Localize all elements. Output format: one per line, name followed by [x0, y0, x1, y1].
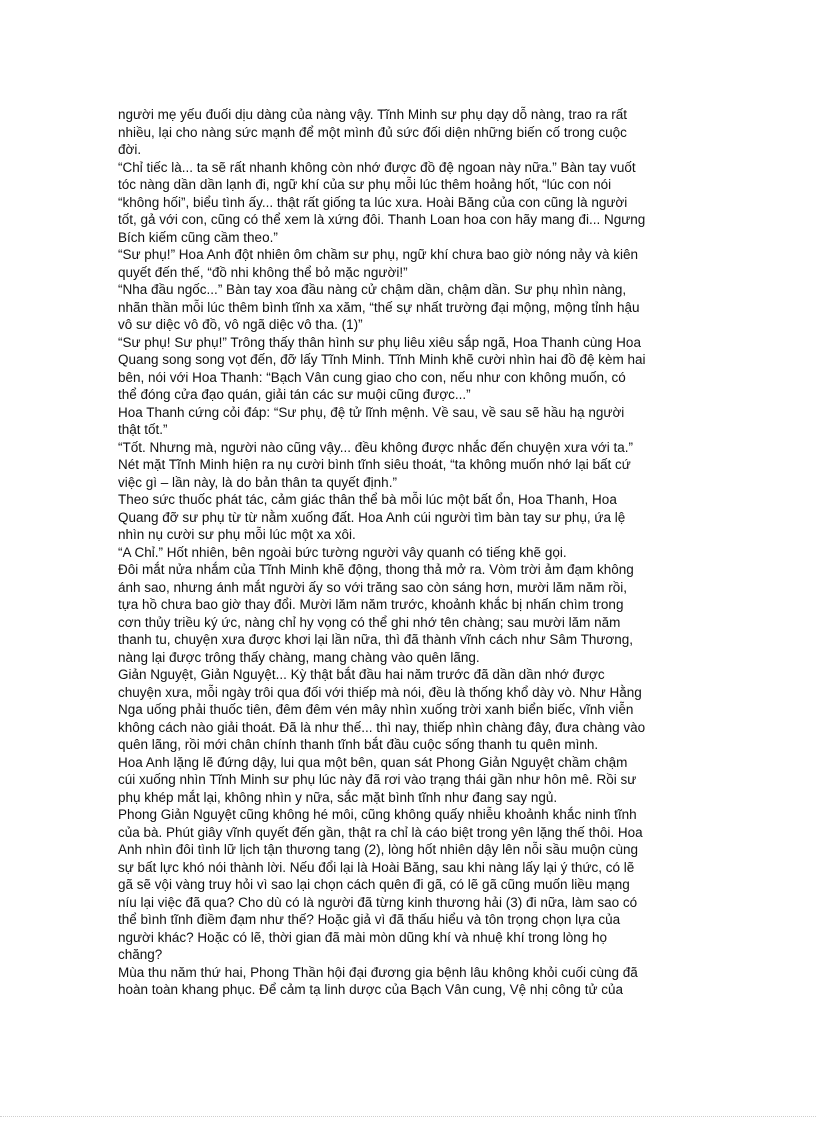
text-line: thể đóng cửa đạo quán, giải tán các sư muội cũng được...”	[118, 387, 471, 402]
text-line: Bích kiếm cũng cầm theo.”	[118, 229, 278, 245]
text-line: Mùa thu năm thứ hai, Phong Thần hội đại đương gia bệnh lâu không khỏi cuối cùng đã	[118, 964, 638, 980]
text-line: Đôi mắt nửa nhắm của Tĩnh Minh khẽ động, thong thả mở ra. Vòm trời ảm đạm không	[118, 562, 634, 577]
text-line: thanh tu, chuyện xưa được khơi lại lần nữa, thì đã thành vĩnh cách như Sâm Thương,	[118, 632, 634, 647]
text-line: Quang đỡ sư phụ từ từ nằm xuống đất. Hoa Anh cúi người tìm bàn tay sư phụ, ứa lệ	[118, 509, 626, 525]
text-line: cúi xuống nhìn Tĩnh Minh sư phụ lúc này đã rơi vào trạng thái gần như hôn mê. Rồi sư	[118, 772, 637, 787]
text-line: tựa hồ chưa bao giờ thay đổi. Mười lăm năm trước, khoảnh khắc bị nhấn chìm trong	[118, 597, 624, 612]
text-line: níu lại việc đã qua? Cho dù có là người đã từng kinh thương hải (3) đi nữa, làm sao có	[118, 894, 638, 910]
page-bottom-divider	[0, 1116, 816, 1117]
text-line: Hoa Anh lặng lẽ đứng dậy, lui qua một bên, quan sát Phong Giản Nguyệt chầm chậm	[118, 754, 628, 770]
text-line: chuyện xưa, mỗi ngày trôi qua đối với thiếp mà nói, đều là thống khổ dày vò. Như Hằng	[118, 684, 642, 700]
text-line: Nga uống phải thuốc tiên, đêm đêm vén mây nhìn xuống trời xanh biển biếc, vĩnh viễn	[118, 702, 634, 717]
text-line: “Sư phụ! Sư phụ!” Trông thấy thân hình sư phụ liêu xiêu sắp ngã, Hoa Thanh cùng Hoa	[118, 334, 641, 350]
text-line: không cách nào giải thoát. Đã là như thế... thì nay, thiếp nhìn chàng đây, đưa chàng vào	[118, 719, 646, 735]
text-line: “Sư phụ!” Hoa Anh đột nhiên ôm chầm sư phụ, ngữ khí chưa bao giờ nóng nảy và kiên	[118, 247, 639, 262]
text-line: cơn thủy triều ký ức, nàng chỉ hy vọng có thể ghi nhớ tên chàng; sau mười lăm năm	[118, 614, 621, 630]
text-line: việc gì – lần này, là do bản thân ta quyết định.”	[118, 474, 397, 490]
text-line: Hoa Thanh cứng cỏi đáp: “Sư phụ, đệ tử lĩnh mệnh. Về sau, về sau sẽ hầu hạ người	[118, 404, 625, 420]
text-line: thật tốt.”	[118, 422, 168, 437]
text-line: người mẹ yếu đuối dịu dàng của nàng vậy. Tĩnh Minh sư phụ dạy dỗ nàng, trao ra rất	[118, 107, 627, 122]
text-line: chăng?	[118, 947, 163, 962]
text-line: đời.	[118, 142, 142, 157]
text-line: tốt, gả với con, cũng có thể xem là xứng đôi. Thanh Loan hoa con hãy mang đi... Ngưng	[118, 212, 646, 227]
body-text	[118, 106, 696, 999]
text-line: vô sư diệc vô đồ, vô ngã diệc vô tha. (1)”	[118, 317, 363, 332]
text-line: Quang song song vọt đến, đỡ lấy Tĩnh Minh. Tĩnh Minh khẽ cười nhìn hai đồ đệ kèm hai	[118, 352, 646, 367]
text-line: nhìn nụ cười sư phụ mỗi lúc một xa xôi.	[118, 527, 356, 542]
text-line: tóc nàng dần dần lạnh đi, ngữ khí của sư phụ mỗi lúc thêm hoảng hốt, “lúc con nói	[118, 177, 612, 192]
text-line: Anh nhìn đôi tình lữ lịch tận thương tang (2), lòng hốt nhiên dậy lên nỗi sầu muộn cùng	[118, 842, 639, 857]
text-line: “Nha đầu ngốc...” Bàn tay xoa đầu nàng cử chậm dần, chậm dần. Sư phụ nhìn nàng,	[118, 282, 627, 297]
text-line: quyết đến thế, “đồ nhi không thể bỏ mặc người!”	[118, 264, 408, 280]
text-line: của bà. Phút giây vĩnh quyết đến gần, thật ra chỉ là cáo biệt trong yên lặng thế thôi. Hoa	[118, 824, 643, 840]
text-line: “không hối”, biểu tình ấy... thật rất giống ta lúc xưa. Hoài Băng của con cũng là người	[118, 194, 628, 210]
text-line: nàng lại được trông thấy chàng, mang chàng vào quên lãng.	[118, 649, 480, 665]
text-line: Nét mặt Tĩnh Minh hiện ra nụ cười bình tĩnh siêu thoát, “ta không muốn nhớ lại bất cứ	[118, 457, 631, 472]
text-line: quên lãng, rồi mới chân chính thanh tĩnh bắt đầu cuộc sống thanh tu quên mình.	[118, 737, 599, 752]
text-line: Theo sức thuốc phát tác, cảm giác thân thể bà mỗi lúc một bất ổn, Hoa Thanh, Hoa	[118, 492, 617, 507]
text-line: bên, nói với Hoa Thanh: “Bạch Vân cung giao cho con, nếu như con không muốn, có	[118, 369, 626, 385]
text-line: gã sẽ vội vàng truy hỏi vì sao lại chọn cách quên đi gã, có lẽ gã cũng muốn liều mạng	[118, 877, 630, 892]
text-line: sự bất lực khó nói thành lời. Nếu đổi lại là Hoài Băng, sau khi nàng lấy lại ý thức, có lẽ	[118, 859, 635, 875]
text-line: ánh sao, nhưng ánh mắt người ấy so với trăng sao còn sáng hơn, mười lăm năm rồi,	[118, 579, 628, 595]
text-line: “Tốt. Nhưng mà, người nào cũng vậy... đều không được nhắc đến chuyện xưa với ta.”	[118, 439, 633, 455]
text-line: thể bình tĩnh điềm đạm như thế? Hoặc giả vì đã thấu hiểu và tôn trọng chọn lựa của	[118, 912, 621, 927]
text-line: nhãn thần mỗi lúc thêm bình tĩnh xa xăm, “thế sự nhất trường đại mộng, mộng tỉnh hậu	[118, 299, 640, 315]
text-line: “A Chỉ.” Hốt nhiên, bên ngoài bức tường người vây quanh có tiếng khẽ gọi.	[118, 544, 567, 560]
text-line: Phong Giản Nguyệt cũng không hé môi, cũng không quấy nhiễu khoảnh khắc ninh tĩnh	[118, 807, 637, 822]
text-line: nhiều, lại cho nàng sức mạnh để một mình đủ sức đối diện những biến cố trong cuộc	[118, 124, 627, 140]
text-line: “Chỉ tiếc là... ta sẽ rất nhanh không còn nhớ được đồ đệ ngoan này nữa.” Bàn tay vuốt	[118, 159, 636, 175]
text-line: người khác? Hoặc có lẽ, thời gian đã mài mòn dũng khí và nhuệ khí trong lòng họ	[118, 929, 608, 945]
text-line: Giản Nguyệt, Giản Nguyệt... Kỳ thật bắt đầu hai năm trước đã dần dần nhớ được	[118, 667, 605, 682]
text-line: hoàn toàn khang phục. Để cảm tạ linh dược của Bạch Vân cung, Vệ nhị công tử của	[118, 982, 623, 997]
text-line: phụ khép mắt lại, không nhìn y nữa, sắc mặt bình tĩnh như đang say ngủ.	[118, 789, 558, 805]
